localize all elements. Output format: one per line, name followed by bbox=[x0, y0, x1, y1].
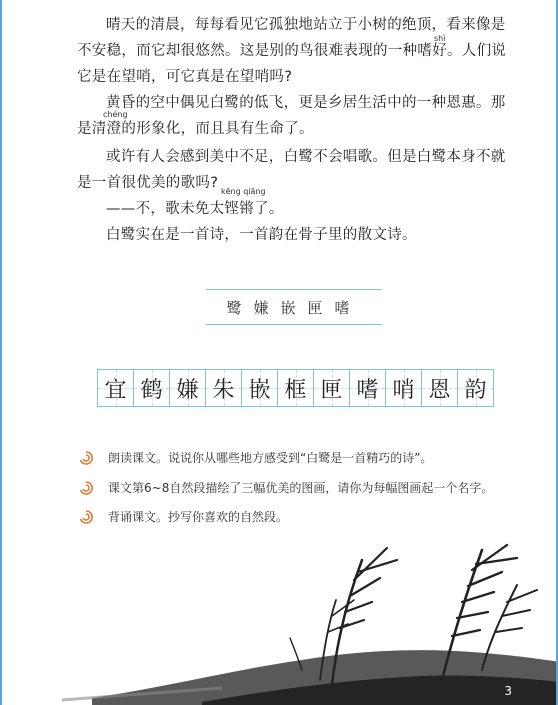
lesson-recognize-words: 鹭嫌嵌匣嗜 bbox=[206, 289, 382, 325]
write-char-cell: 恩 bbox=[422, 370, 458, 406]
write-char-cell: 嵌 bbox=[242, 370, 278, 406]
pinyin-cheng: chéng bbox=[103, 110, 128, 119]
page-number: 3 bbox=[504, 684, 512, 698]
write-char-cell: 朱 bbox=[206, 370, 242, 406]
task-item-1 bbox=[78, 449, 432, 466]
paragraph-3: 或许有人会感到美中不足，白鹭不会唱歌。但是白鹭本身不就是一首很优美的歌吗? bbox=[77, 149, 506, 191]
task-text: 课文第6~8自然段描绘了三幅优美的图画，请你为每幅图画起一个名字。 bbox=[108, 481, 494, 495]
write-char-cell: 嗜 bbox=[350, 370, 386, 406]
paragraph-1: 晴天的清晨，每每看见它孤独地站立于小树的绝顶，看来像是不安稳，而它却很悠然。这是别的鸟很难表现的一种嗜好。人们说它是在望哨，可它真是在望哨吗? bbox=[77, 17, 507, 85]
writing-characters-grid bbox=[97, 369, 494, 407]
swirl-bullet-icon bbox=[78, 480, 94, 496]
write-char-cell: 匣 bbox=[314, 370, 350, 406]
task-item-2 bbox=[78, 479, 493, 496]
paragraph-4: ——不，歌未免太铿锵了。 bbox=[106, 201, 284, 217]
paragraph-2: 黄昏的空中偶见白鹭的低飞，更是乡居生活中的一种恩惠。那是清澄的形象化，而且具有生命了。 bbox=[77, 95, 506, 137]
task-text: 朗读课文。说说你从哪些地方感受到“白鹭是一首精巧的诗”。 bbox=[108, 451, 433, 465]
swirl-bullet-icon bbox=[78, 450, 94, 466]
pinyin-shi: shì bbox=[434, 34, 446, 43]
pinyin-kengqiang: kēng qiāng bbox=[221, 187, 266, 196]
write-char-cell: 韵 bbox=[458, 370, 493, 406]
write-char-cell: 嫌 bbox=[170, 370, 206, 406]
write-char-cell: 框 bbox=[278, 370, 314, 406]
paragraph-5: 白鹭实在是一首诗，一首韵在骨子里的散文诗。 bbox=[106, 227, 417, 243]
write-char-cell: 宜 bbox=[98, 370, 134, 406]
ink-painting-illustration bbox=[2, 520, 558, 705]
task-text: 背诵课文。抄写你喜欢的自然段。 bbox=[108, 510, 289, 524]
write-char-cell: 哨 bbox=[386, 370, 422, 406]
write-char-cell: 鹤 bbox=[134, 370, 170, 406]
